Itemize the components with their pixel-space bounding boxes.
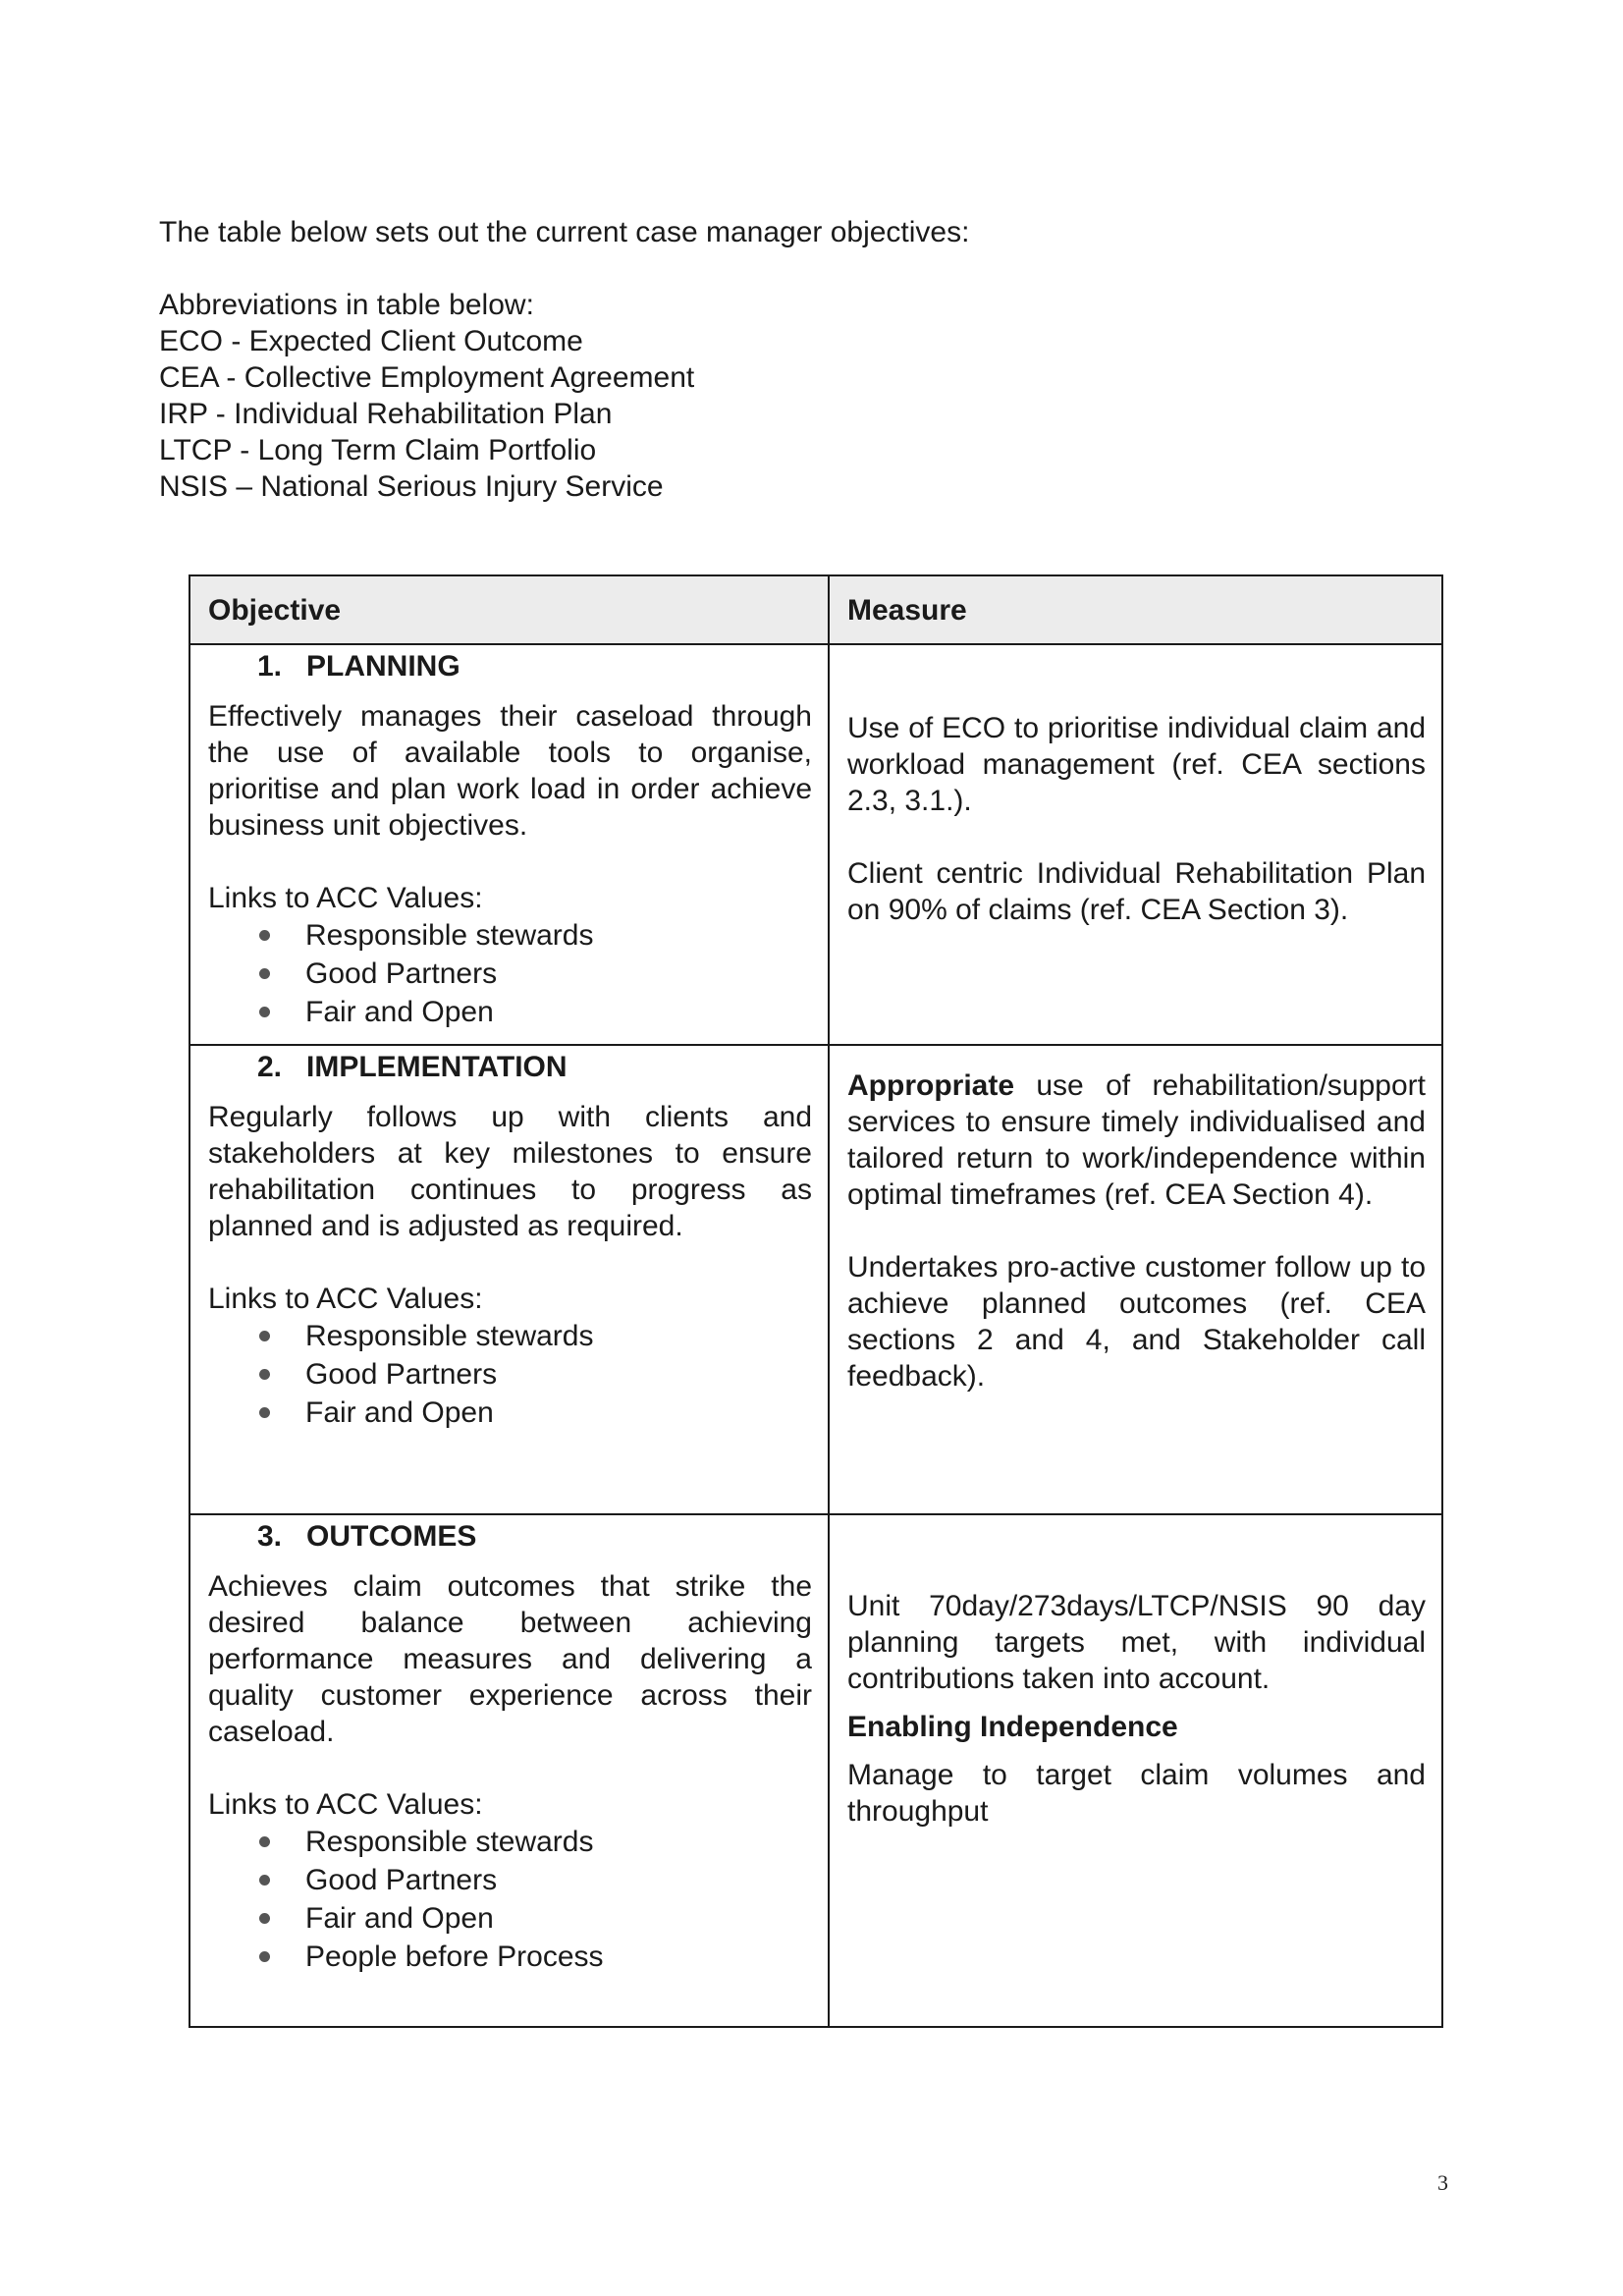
table-header-row [189,575,1442,644]
abbreviations-heading: Abbreviations in table below: [159,289,534,321]
bullet-icon [259,1407,270,1418]
section-title-text: OUTCOMES [306,1520,477,1553]
objectives-table [189,574,1443,2028]
list-item [259,1899,812,1938]
header-measure: Measure [829,575,1442,644]
section-title-text: IMPLEMENTATION [306,1051,568,1083]
header-objective: Objective [189,575,829,644]
measure-cell [829,1045,1442,1514]
measure-lead-bold: Appropriate [847,1069,1015,1102]
value-text: Fair and Open [305,1396,494,1429]
bullet-icon [259,1836,270,1847]
list-item [259,993,812,1031]
list-item [259,916,812,955]
objective-description: Regularly follows up with clients and stakeholders at key milestones to ensure rehabilitation continues to progress as planned and is adjusted as required. [208,1101,812,1242]
bullet-icon [259,1913,270,1924]
value-text: Responsible stewards [305,1826,594,1858]
bullet-icon [259,1007,270,1017]
value-text: Responsible stewards [305,919,594,952]
bullet-icon [259,1331,270,1341]
objective-cell [189,1514,829,2027]
section-title-text: PLANNING [306,650,460,683]
abbreviation-irp: IRP - Individual Rehabilitation Plan [159,398,613,430]
bullet-icon [259,968,270,979]
table-row [189,644,1442,1045]
list-item [259,1938,812,1976]
section-number: 3. [257,1520,283,1553]
measure-paragraph: Unit 70day/273days/LTCP/NSIS 90 day planning targets met, with individual contributions taken into account. [847,1590,1426,1695]
values-list [208,916,812,1031]
section-number: 1. [257,650,283,683]
values-list [208,1317,812,1432]
bullet-icon [259,930,270,941]
page-number: 3 [1437,2170,1448,2195]
spacer [159,250,969,287]
objective-description: Effectively manages their caseload through the use of available tools to organise, prioritise and plan work load in order achieve business unit objectives. [208,700,812,842]
table-row [189,1514,1442,2027]
section-title [208,1046,812,1089]
list-item [259,1394,812,1432]
abbreviation-eco: ECO - Expected Client Outcome [159,325,583,357]
measure-paragraph [847,1067,1426,1213]
objective-cell [189,1045,829,1514]
value-text: People before Process [305,1941,604,1973]
bullet-icon [259,1369,270,1380]
measure-subheading: Enabling Independence [847,1711,1178,1743]
value-text: Good Partners [305,1864,498,1896]
value-text: Good Partners [305,957,498,990]
values-list [208,1823,812,1976]
intro-lead: The table below sets out the current case manager objectives: [159,216,970,248]
measure-paragraph: Client centric Individual Rehabilitation Plan on 90% of claims (ref. CEA Section 3). [847,857,1426,926]
objective-description: Achieves claim outcomes that strike the desired balance between achieving performance measures and delivering a quality customer experience across their caseload. [208,1570,812,1748]
table-row [189,1045,1442,1514]
intro-section [159,214,969,505]
abbreviation-ltcp: LTCP - Long Term Claim Portfolio [159,434,597,466]
list-item [259,955,812,993]
abbreviation-cea: CEA - Collective Employment Agreement [159,361,695,394]
section-title [208,645,812,688]
measure-paragraph: Manage to target claim volumes and throughput [847,1759,1426,1828]
value-text: Fair and Open [305,1902,494,1935]
links-label: Links to ACC Values: [208,882,483,914]
list-item [259,1355,812,1394]
objective-cell [189,644,829,1045]
value-text: Responsible stewards [305,1320,594,1352]
bullet-icon [259,1951,270,1962]
list-item [259,1823,812,1861]
links-label: Links to ACC Values: [208,1788,483,1821]
abbreviation-nsis: NSIS – National Serious Injury Service [159,470,664,503]
bullet-icon [259,1875,270,1886]
measure-cell [829,1514,1442,2027]
value-text: Good Partners [305,1358,498,1391]
links-label: Links to ACC Values: [208,1283,483,1315]
list-item [259,1861,812,1899]
value-text: Fair and Open [305,996,494,1028]
section-title [208,1515,812,1558]
measure-text: use of rehabilitation/support services to ensure timely individualised and tailored return to work/independence within optimal timeframes (ref. CEA Section 4). [847,1069,1426,1211]
list-item [259,1317,812,1355]
measure-cell [829,644,1442,1045]
measure-paragraph: Undertakes pro-active customer follow up to achieve planned outcomes (ref. CEA sections 2 and 4, and Stakeholder call feedback). [847,1251,1426,1393]
section-number: 2. [257,1051,283,1083]
measure-paragraph: Use of ECO to prioritise individual claim and workload management (ref. CEA sections 2.3, 3.1.). [847,712,1426,817]
